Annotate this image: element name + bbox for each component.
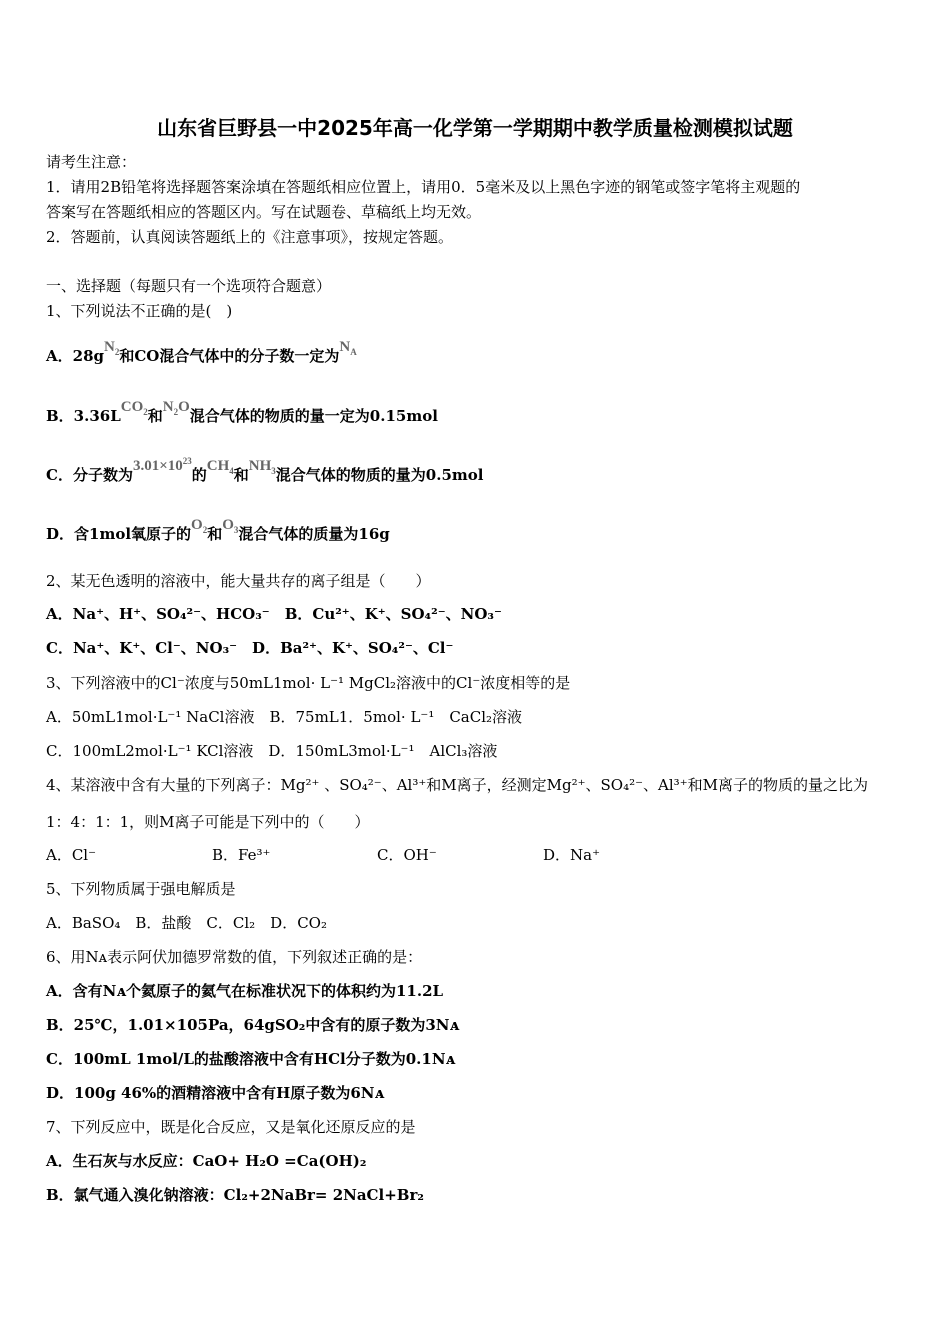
question-2-options-cd: C．Na⁺、K⁺、Cl⁻、NO₃⁻ D．Ba²⁺、K⁺、SO₄²⁻、Cl⁻ <box>46 639 454 657</box>
page-title: 山东省巨野县一中2025年高一化学第一学期期中教学质量检测模拟试题 <box>157 116 793 140</box>
formula: $N_A$ <box>339 339 357 357</box>
question-5-stem: 5、下列物质属于强电解质是 <box>46 880 236 898</box>
notice-item-1: 1．请用2B铅笔将选择题答案涂填在答题纸相应位置上，请用0．5毫米及以上黑色字迹的钢笔或签字笔将主观题的 <box>46 178 801 196</box>
notice-heading: 请考生注意： <box>46 153 137 171</box>
question-4-option-a: A．Cl⁻ <box>46 846 97 864</box>
question-7-stem: 7、下列反应中，既是化合反应，又是氧化还原反应的是 <box>46 1118 416 1136</box>
question-4-stem-cont: 1：4：1：1，则M离子可能是下列中的（ ） <box>46 813 370 831</box>
question-6-option-b: B．25℃，1.01×105Pa，64gSO₂中含有的原子数为3Nᴀ <box>46 1016 460 1034</box>
question-4-option-d: D．Na⁺ <box>543 846 601 864</box>
question-6-option-a: A．含有Nᴀ个氦原子的氦气在标准状况下的体积约为11.2L <box>46 982 444 1000</box>
question-1-option-c: C．分子数为$3.01\times 10^{23}$的$CH_4$和$NH_3$混合气体的物质的量为0.5mol <box>46 456 484 484</box>
formula: $N_2$ <box>104 339 120 357</box>
section-heading: 一、选择题（每题只有一个选项符合题意） <box>46 277 332 295</box>
question-6-stem: 6、用Nᴀ表示阿伏加德罗常数的值，下列叙述正确的是： <box>46 948 423 966</box>
formula: $3.01\times 10^{23}$ <box>132 456 192 474</box>
question-4-option-c: C．OH⁻ <box>377 846 437 864</box>
question-7-option-a: A．生石灰与水反应：CaO+ H₂O =Ca(OH)₂ <box>46 1152 367 1170</box>
question-3-options-cd: C．100mL2mol·L⁻¹ KCl溶液 D．150mL3mol·L⁻¹ AlCl₃溶液 <box>46 742 498 760</box>
formula: $O_2$ <box>191 517 208 535</box>
notice-item-1-cont: 答案写在答题纸相应的答题区内。写在试题卷、草稿纸上均无效。 <box>46 203 482 221</box>
formula: $CH_4$ <box>206 458 234 476</box>
question-1-option-b: B．$3.36LCO_2$和$N_2O$混合气体的物质的量一定为0.15mol <box>46 399 438 425</box>
question-1-stem: 1、下列说法不正确的是( ) <box>46 302 233 320</box>
formula: $CO_2$ <box>120 399 148 417</box>
question-7-option-b: B．氯气通入溴化钠溶液：Cl₂+2NaBr= 2NaCl+Br₂ <box>46 1186 424 1204</box>
formula: $N_2O$ <box>162 399 190 417</box>
question-6-option-d: D．100g 46%的酒精溶液中含有H原子数为6Nᴀ <box>46 1084 385 1102</box>
question-1-option-d: D．含1mol氧原子的$O_2$和$O_3$混合气体的质量为16g <box>46 517 390 543</box>
question-4-option-b: B．Fe³⁺ <box>212 846 271 864</box>
question-3-options-ab: A．50mL1mol·L⁻¹ NaCl溶液 B．75mL1．5mol· L⁻¹ CaCl₂溶液 <box>46 708 523 726</box>
notice-item-2: 2．答题前，认真阅读答题纸上的《注意事项》，按规定答题。 <box>46 228 454 246</box>
question-2-options-ab: A．Na⁺、H⁺、SO₄²⁻、HCO₃⁻ B．Cu²⁺、K⁺、SO₄²⁻、NO₃⁻ <box>46 605 502 623</box>
formula: $O_3$ <box>222 517 239 535</box>
question-1-option-a: A．$28gN_2$和CO混合气体中的分子数一定为$N_A$ <box>46 339 357 365</box>
question-4-stem: 4、某溶液中含有大量的下列离子：Mg²⁺ 、SO₄²⁻、Al³⁺和M离子，经测定Mg²⁺、SO₄²⁻、Al³⁺和M离子的物质的量之比为 <box>46 776 868 794</box>
question-3-stem: 3、下列溶液中的Cl⁻浓度与50mL1mol· L⁻¹ MgCl₂溶液中的Cl⁻浓度相等的是 <box>46 674 571 692</box>
formula: $NH_3$ <box>248 458 276 476</box>
question-5-options: A．BaSO₄ B．盐酸 C．Cl₂ D．CO₂ <box>46 914 327 932</box>
question-2-stem: 2、某无色透明的溶液中，能大量共存的离子组是（ ） <box>46 572 431 590</box>
question-6-option-c: C．100mL 1mol/L的盐酸溶液中含有HCl分子数为0.1Nᴀ <box>46 1050 456 1068</box>
